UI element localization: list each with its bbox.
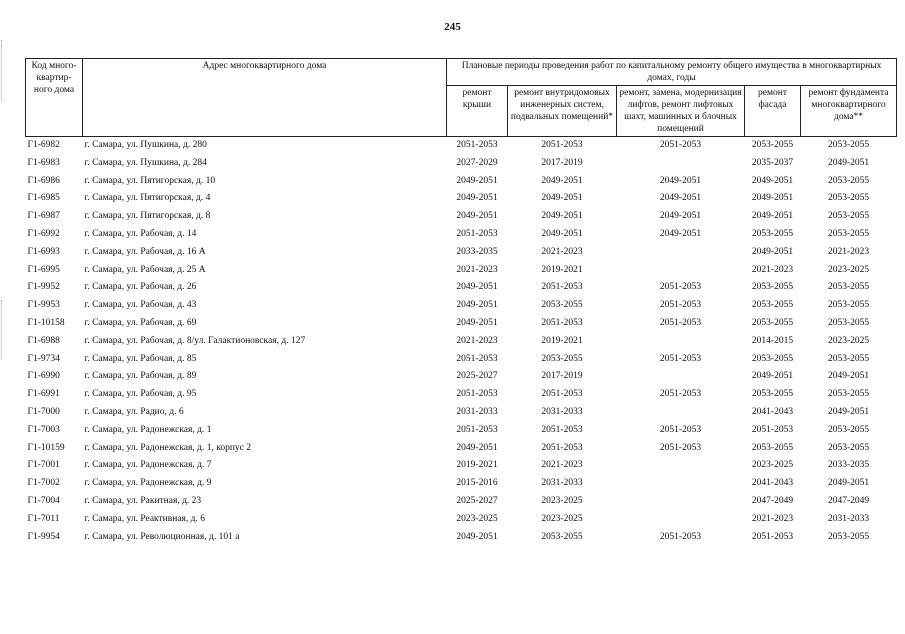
- table-row: [26, 493, 897, 511]
- table-row: [26, 137, 897, 155]
- cell-facade: 2053-2055: [751, 228, 794, 239]
- cell-roof: 2033-2035: [456, 246, 498, 257]
- cell-code: Г1-6992: [27, 228, 60, 239]
- cell-facade: 2049-2051: [751, 211, 794, 222]
- cell-foundation: 2023-2025: [827, 264, 870, 275]
- cell-code: Г1-6988: [27, 335, 60, 346]
- cell-foundation: 2049-2051: [827, 371, 870, 382]
- cell-engineering: 2031-2033: [541, 478, 583, 489]
- table-row: [26, 351, 897, 369]
- cell-engineering: 2023-2025: [541, 495, 583, 506]
- cell-code: Г1-6993: [27, 246, 60, 257]
- cell-code: Г1-7002: [27, 478, 60, 489]
- cell-foundation: 2053-2055: [827, 442, 870, 453]
- cell-elevators: 2051-2053: [659, 353, 702, 364]
- cell-address: г. Самара, ул. Радио, д. 6: [84, 406, 184, 417]
- cell-code: Г1-6983: [27, 157, 60, 168]
- table-row: [26, 475, 897, 493]
- cell-code: Г1-9953: [27, 300, 60, 311]
- table-row: [26, 244, 897, 262]
- cell-foundation: 2053-2055: [827, 389, 870, 400]
- cell-elevators: [617, 262, 745, 280]
- cell-address: г. Самара, ул. Радонежская, д. 9: [84, 478, 212, 489]
- cell-code: Г1-9952: [27, 282, 60, 293]
- scan-edge-mark: [1, 300, 5, 360]
- cell-code: Г1-6982: [27, 140, 60, 150]
- cell-address: г. Самара, ул. Ракитная, д. 23: [84, 495, 202, 506]
- cell-address: г. Самара, ул. Реактивная, д. 6: [84, 513, 206, 524]
- cell-address: г. Самара, ул. Революционная, д. 101 а: [84, 531, 240, 542]
- header-foundation: ремонт фундамента многоквартирного дома**: [801, 86, 897, 137]
- cell-roof: 2049-2051: [456, 211, 498, 222]
- cell-roof: 2051-2053: [456, 389, 498, 400]
- cell-foundation: 2047-2049: [827, 495, 870, 506]
- cell-facade: 2041-2043: [751, 478, 794, 489]
- cell-roof: 2049-2051: [456, 442, 498, 453]
- header-row-top: [26, 59, 897, 86]
- cell-facade: 2035-2037: [751, 157, 794, 168]
- cell-address: г. Самара, ул. Пушкина, д. 280: [84, 140, 207, 150]
- cell-address: г. Самара, ул. Рабочая, д. 43: [84, 300, 197, 311]
- cell-foundation: 2053-2055: [827, 211, 870, 222]
- cell-roof: 2015-2016: [456, 478, 498, 489]
- cell-engineering: 2031-2033: [541, 406, 583, 417]
- cell-engineering: 2049-2051: [541, 175, 583, 186]
- cell-elevators: 2051-2053: [659, 424, 702, 435]
- cell-address: г. Самара, ул. Пушкина, д. 284: [84, 157, 207, 168]
- cell-facade: 2014-2015: [751, 335, 794, 346]
- cell-facade: 2053-2055: [751, 389, 794, 400]
- table-row: [26, 226, 897, 244]
- cell-roof: 2021-2023: [456, 264, 498, 275]
- cell-engineering: 2019-2021: [541, 335, 583, 346]
- cell-elevators: [617, 244, 745, 262]
- table-row: [26, 368, 897, 386]
- cell-elevators: [617, 368, 745, 386]
- cell-facade: 2049-2051: [751, 246, 794, 257]
- table-body: [26, 137, 897, 547]
- cell-foundation: 2053-2055: [827, 353, 870, 364]
- cell-foundation: 2053-2055: [827, 140, 870, 150]
- cell-code: Г1-7000: [27, 406, 60, 417]
- cell-engineering: 2023-2025: [541, 513, 583, 524]
- cell-roof: 2049-2051: [456, 175, 498, 186]
- cell-elevators: [617, 493, 745, 511]
- cell-foundation: 2049-2051: [827, 157, 870, 168]
- cell-elevators: 2049-2051: [659, 193, 702, 204]
- cell-address: г. Самара, ул. Рабочая, д. 16 А: [84, 246, 206, 257]
- cell-facade: 2049-2051: [751, 175, 794, 186]
- table-row: [26, 297, 897, 315]
- cell-engineering: 2049-2051: [541, 228, 583, 239]
- cell-facade: 2051-2053: [751, 531, 794, 542]
- header-address: Адрес многоквартирного дома: [83, 59, 447, 137]
- cell-elevators: [617, 475, 745, 493]
- cell-elevators: 2051-2053: [659, 389, 702, 400]
- cell-code: Г1-6986: [27, 175, 60, 186]
- cell-engineering: 2051-2053: [541, 140, 583, 150]
- table-row: [26, 155, 897, 173]
- cell-roof: 2051-2053: [456, 228, 498, 239]
- cell-elevators: 2051-2053: [659, 140, 702, 150]
- cell-code: Г1-7003: [27, 424, 60, 435]
- cell-elevators: 2051-2053: [659, 317, 702, 328]
- cell-foundation: 2049-2051: [827, 406, 870, 417]
- table-row: [26, 404, 897, 422]
- cell-address: г. Самара, ул. Рабочая, д. 8/ул. Галактионовская, д. 127: [84, 335, 306, 346]
- cell-facade: 2021-2023: [751, 264, 794, 275]
- header-roof: ремонт крыши: [447, 86, 508, 137]
- header-engineering: ремонт внутридомовых инженерных систем, подвальных помещений*: [508, 86, 617, 137]
- cell-foundation: 2033-2035: [827, 460, 870, 471]
- cell-facade: 2053-2055: [751, 353, 794, 364]
- cell-foundation: 2053-2055: [827, 175, 870, 186]
- page-number: 245: [444, 21, 461, 33]
- cell-foundation: 2053-2055: [827, 300, 870, 311]
- cell-address: г. Самара, ул. Рабочая, д. 89: [84, 371, 197, 382]
- header-periods-group: Плановые периоды проведения работ по капитальному ремонту общего имущества в многоквартирных домах, годы: [447, 59, 897, 86]
- cell-code: Г1-10158: [27, 317, 65, 328]
- cell-engineering: 2019-2021: [541, 264, 583, 275]
- cell-engineering: 2051-2053: [541, 317, 583, 328]
- table-row: [26, 422, 897, 440]
- cell-foundation: 2053-2055: [827, 228, 870, 239]
- cell-roof: 2025-2027: [456, 371, 498, 382]
- scan-edge-mark: [1, 40, 5, 100]
- cell-elevators: [617, 457, 745, 475]
- cell-address: г. Самара, ул. Рабочая, д. 95: [84, 389, 197, 400]
- cell-address: г. Самара, ул. Пятигорская, д. 8: [84, 211, 211, 222]
- cell-engineering: 2051-2053: [541, 282, 583, 293]
- cell-elevators: [617, 404, 745, 422]
- cell-roof: 2025-2027: [456, 495, 498, 506]
- cell-code: Г1-7011: [27, 513, 60, 524]
- cell-foundation: 2053-2055: [827, 531, 870, 542]
- cell-engineering: 2051-2053: [541, 424, 583, 435]
- cell-code: Г1-6987: [27, 211, 60, 222]
- cell-code: Г1-9954: [27, 531, 60, 542]
- cell-foundation: 2053-2055: [827, 317, 870, 328]
- cell-roof: 2027-2029: [456, 157, 498, 168]
- cell-elevators: 2049-2051: [659, 228, 702, 239]
- cell-roof: 2049-2051: [456, 531, 498, 542]
- table-row: [26, 262, 897, 280]
- cell-facade: 2053-2055: [751, 442, 794, 453]
- cell-foundation: 2021-2023: [827, 246, 870, 257]
- cell-roof: 2049-2051: [456, 300, 498, 311]
- cell-roof: 2023-2025: [456, 513, 498, 524]
- cell-roof: 2051-2053: [456, 353, 498, 364]
- cell-facade: 2041-2043: [751, 406, 794, 417]
- cell-elevators: 2051-2053: [659, 282, 702, 293]
- cell-code: Г1-6991: [27, 389, 60, 400]
- cell-engineering: 2021-2023: [541, 246, 583, 257]
- cell-elevators: 2051-2053: [659, 531, 702, 542]
- cell-facade: 2053-2055: [751, 282, 794, 293]
- cell-engineering: 2051-2053: [541, 442, 583, 453]
- cell-code: Г1-7001: [27, 460, 60, 471]
- cell-elevators: 2051-2053: [659, 442, 702, 453]
- cell-foundation: 2053-2055: [827, 424, 870, 435]
- cell-address: г. Самара, ул. Рабочая, д. 25 А: [84, 264, 206, 275]
- cell-engineering: 2053-2055: [541, 300, 583, 311]
- cell-address: г. Самара, ул. Рабочая, д. 69: [84, 317, 197, 328]
- table-row: [26, 333, 897, 351]
- cell-facade: 2051-2053: [751, 424, 794, 435]
- cell-address: г. Самара, ул. Радонежская, д. 1: [84, 424, 212, 435]
- cell-engineering: 2051-2053: [541, 389, 583, 400]
- cell-facade: 2053-2055: [751, 140, 794, 150]
- cell-facade: 2047-2049: [751, 495, 794, 506]
- cell-engineering: 2017-2019: [541, 371, 583, 382]
- cell-elevators: 2049-2051: [659, 211, 702, 222]
- cell-code: Г1-6990: [27, 371, 60, 382]
- cell-foundation: 2053-2055: [827, 282, 870, 293]
- cell-elevators: [617, 333, 745, 351]
- cell-roof: 2031-2033: [456, 406, 498, 417]
- table-row: [26, 511, 897, 529]
- cell-engineering: 2053-2055: [541, 531, 583, 542]
- cell-address: г. Самара, ул. Пятигорская, д. 4: [84, 193, 211, 204]
- cell-code: Г1-6995: [27, 264, 60, 275]
- table-row: [26, 279, 897, 297]
- cell-address: г. Самара, ул. Рабочая, д. 85: [84, 353, 197, 364]
- cell-code: Г1-7004: [27, 495, 60, 506]
- cell-address: г. Самара, ул. Радонежская, д. 7: [84, 460, 212, 471]
- cell-foundation: 2053-2055: [827, 193, 870, 204]
- cell-roof: 2051-2053: [456, 424, 498, 435]
- table-row: [26, 440, 897, 458]
- table-row: [26, 173, 897, 191]
- cell-engineering: 2053-2055: [541, 353, 583, 364]
- cell-elevators: 2049-2051: [659, 175, 702, 186]
- header-code: Код много-квартир-ного дома: [26, 59, 83, 137]
- cell-address: г. Самара, ул. Рабочая, д. 14: [84, 228, 197, 239]
- cell-address: г. Самара, ул. Рабочая, д. 26: [84, 282, 197, 293]
- cell-engineering: 2017-2019: [541, 157, 583, 168]
- cell-elevators: [617, 511, 745, 529]
- cell-roof: 2049-2051: [456, 193, 498, 204]
- header-elevators: ремонт, замена, модернизация лифтов, ремонт лифтовых шахт, машинных и блочных помещений: [617, 86, 745, 137]
- cell-facade: 2053-2055: [751, 300, 794, 311]
- cell-roof: 2019-2021: [456, 460, 498, 471]
- cell-elevators: 2051-2053: [659, 300, 702, 311]
- cell-engineering: 2049-2051: [541, 211, 583, 222]
- cell-engineering: 2021-2023: [541, 460, 583, 471]
- cell-address: г. Самара, ул. Пятигорская, д. 10: [84, 175, 216, 186]
- header-facade: ремонт фасада: [745, 86, 801, 137]
- cell-roof: 2049-2051: [456, 282, 498, 293]
- cell-roof: 2049-2051: [456, 317, 498, 328]
- cell-code: Г1-9734: [27, 353, 60, 364]
- capital-repair-schedule-table: [25, 58, 897, 546]
- cell-facade: 2021-2023: [751, 513, 794, 524]
- table-row: [26, 457, 897, 475]
- cell-foundation: 2023-2025: [827, 335, 870, 346]
- cell-foundation: 2031-2033: [827, 513, 870, 524]
- table-row: [26, 386, 897, 404]
- cell-code: Г1-6985: [27, 193, 60, 204]
- cell-foundation: 2049-2051: [827, 478, 870, 489]
- cell-facade: 2023-2025: [751, 460, 794, 471]
- table-row: [26, 529, 897, 547]
- cell-address: г. Самара, ул. Радонежская, д. 1, корпус 2: [84, 442, 252, 453]
- cell-code: Г1-10159: [27, 442, 65, 453]
- table-row: [26, 315, 897, 333]
- cell-facade: 2053-2055: [751, 317, 794, 328]
- cell-engineering: 2049-2051: [541, 193, 583, 204]
- cell-roof: 2021-2023: [456, 335, 498, 346]
- table-row: [26, 190, 897, 208]
- cell-facade: 2049-2051: [751, 193, 794, 204]
- cell-facade: 2049-2051: [751, 371, 794, 382]
- cell-elevators: [617, 155, 745, 173]
- cell-roof: 2051-2053: [456, 140, 498, 150]
- table-row: [26, 208, 897, 226]
